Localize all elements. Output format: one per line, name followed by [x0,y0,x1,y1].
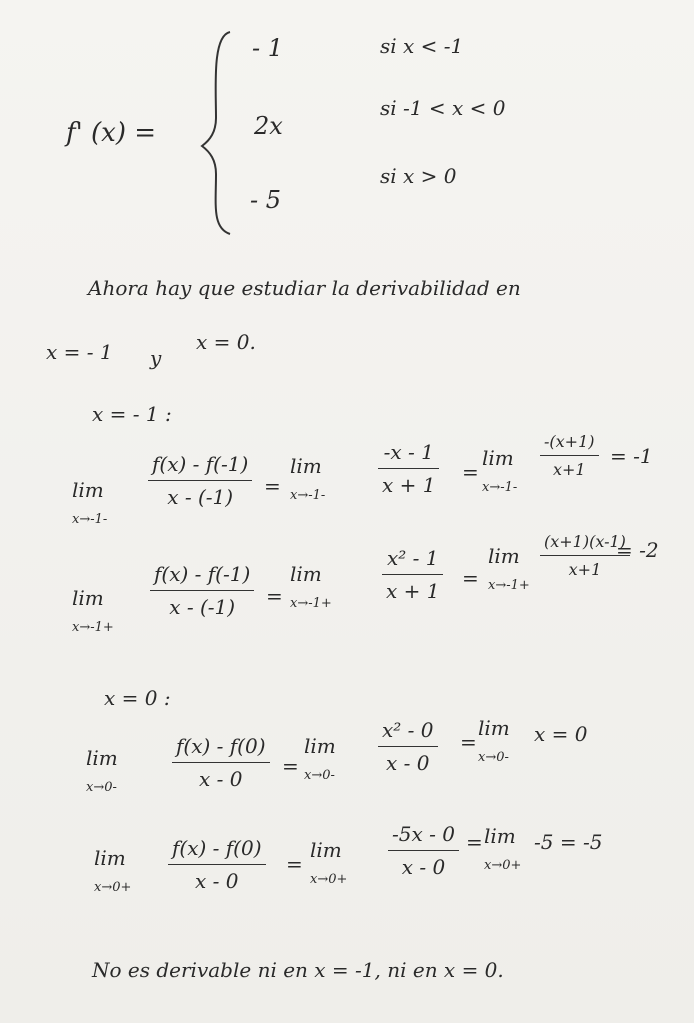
fraction-simplified [378,440,439,497]
result-right-0: -5 = -5 [534,830,603,854]
denominator: x - (-1) [167,485,234,509]
equals-sign: = [462,566,479,590]
lim-subscript: x→-1+ [72,620,114,635]
lim-subscript: x→0- [86,780,117,795]
lim-subscript: x→0+ [94,880,132,895]
denominator: x - 0 [401,855,446,879]
lim-word: lim [86,746,118,770]
lim-right-m1 [72,586,114,635]
lim-subscript: x→0- [304,768,335,783]
fraction-diff-quotient [148,452,252,509]
lim-word: lim [310,838,342,862]
equals-sign: = [282,754,299,778]
lim-word: lim [478,716,510,740]
denominator: x+1 [552,460,586,479]
lim-right-0 [94,846,131,895]
fraction-simplified [382,546,443,603]
case-2-condition: si -1 < x < 0 [380,96,506,120]
intro-line-1: Ahora hay que estudiar la derivabilidad en [88,276,521,300]
case-1-value: - 1 [252,34,284,62]
equals-sign: = [460,730,477,754]
heading-x-minus-1: x = - 1 : [92,402,172,426]
lim-subscript: x→-1- [290,488,326,503]
lim-right-m1-2 [290,562,332,611]
lim-left-m1-2 [290,454,325,503]
conclusion-text: No es derivable ni en x = -1, ni en x = 0. [92,958,504,982]
case-3-condition: si x > 0 [380,164,457,188]
denominator: x - (-1) [169,595,236,619]
equals-sign: = [286,852,303,876]
lim-right-0-3 [484,824,521,873]
lim-word: lim [94,846,126,870]
heading-x-0: x = 0 : [104,686,171,710]
lim-word: lim [482,446,514,470]
numerator: -x - 1 [383,440,434,464]
numerator: f(x) - f(-1) [152,452,249,476]
denominator: x + 1 [382,473,436,497]
denominator: x - 0 [195,869,239,893]
numerator: (x+1)(x-1) [544,532,626,551]
lim-subscript: x→-1- [72,512,108,527]
fraction-simplified [388,822,459,879]
denominator: x - 0 [386,751,430,775]
result-left-m1: = -1 [610,444,653,468]
lim-right-m1-3 [488,544,530,593]
numerator: f(x) - f(-1) [154,562,251,586]
numerator: f(x) - f(0) [176,734,266,758]
lim-left-m1-3 [482,446,517,495]
denominator: x + 1 [386,579,440,603]
lim-subscript: x→-1- [482,480,518,495]
equals-sign: = [264,474,281,498]
intro-conjunction: y [150,346,162,370]
numerator: -(x+1) [544,432,595,451]
equals-sign: = [466,830,483,854]
equals-sign: = [266,584,283,608]
numerator: -5x - 0 [392,822,455,846]
intro-x-0: x = 0. [196,330,256,354]
fraction-simplified [378,718,438,775]
lim-subscript: x→0- [478,750,509,765]
numerator: f(x) - f(0) [172,836,262,860]
fraction-diff-quotient [172,734,270,791]
result-right-m1: = -2 [616,538,659,562]
lim-subscript: x→-1+ [488,578,530,593]
lim-left-0 [86,746,118,795]
lim-subscript: x→-1+ [290,596,332,611]
case-1-condition: si x < -1 [380,34,464,58]
numerator: x² - 0 [382,718,434,742]
result-left-0: x = 0 [534,722,588,746]
piecewise-lhs: f' (x) = [66,118,157,148]
lim-left-0-2 [304,734,336,783]
denominator: x - 0 [199,767,243,791]
lim-word: lim [290,454,322,478]
equals-sign: = [462,460,479,484]
numerator: x² - 1 [386,546,439,570]
lim-word: lim [72,586,104,610]
lim-subscript: x→0+ [310,872,348,887]
case-2-value: 2x [254,112,283,140]
denominator: x+1 [568,560,602,579]
lim-word: lim [290,562,322,586]
lim-word: lim [72,478,104,502]
intro-x-minus-1: x = - 1 [46,340,113,364]
fraction-diff-quotient [168,836,266,893]
curly-brace [198,28,238,238]
lim-left-0-3 [478,716,510,765]
lim-word: lim [304,734,336,758]
case-3-value: - 5 [250,186,282,214]
lim-word: lim [484,824,516,848]
fraction-factored [540,432,599,479]
lim-left-m1 [72,478,107,527]
lim-subscript: x→0+ [484,858,522,873]
fraction-diff-quotient [150,562,254,619]
lim-word: lim [488,544,520,568]
lim-right-0-2 [310,838,347,887]
